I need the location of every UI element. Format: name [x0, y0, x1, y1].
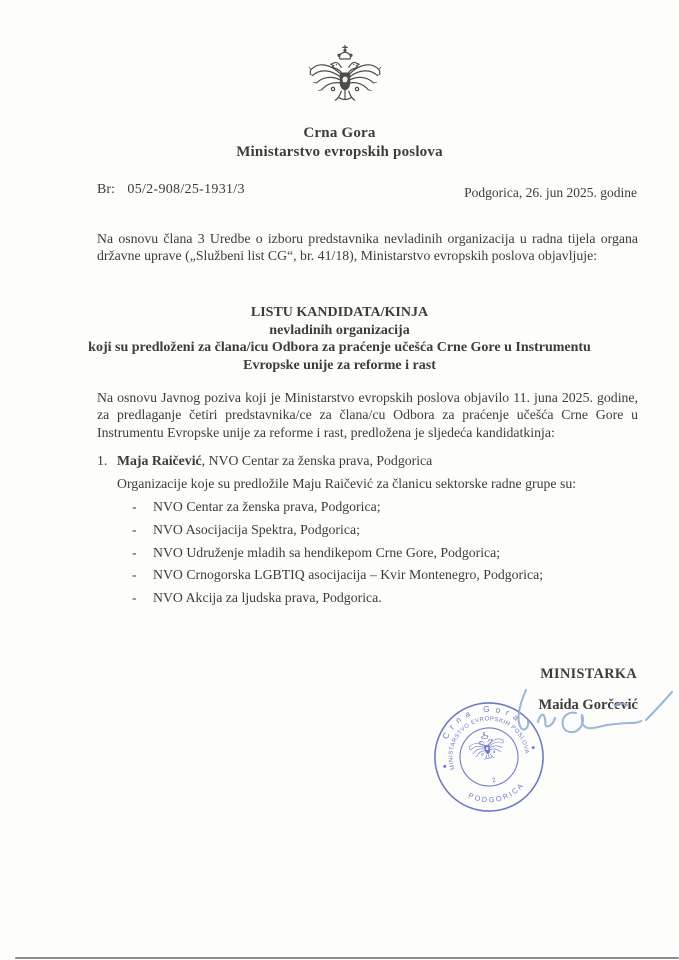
org-name: NVO Udruženje mladih sa hendikepom Crne Gore, Podgorica;	[153, 544, 501, 560]
org-name: NVO Akcija za ljudska prava, Podgorica.	[153, 590, 382, 606]
reference-row	[97, 182, 637, 198]
candidate-entry	[97, 452, 638, 607]
dash-bullet-icon: -	[132, 590, 137, 606]
stamp-number: 2	[491, 776, 497, 785]
dash-bullet-icon: -	[132, 544, 137, 560]
stamp-country-text: Crna Gora	[439, 703, 526, 741]
reference-left	[97, 182, 245, 198]
org-list-item	[132, 544, 638, 561]
candidate-number: 1.	[97, 453, 108, 468]
dash-bullet-icon: -	[132, 521, 137, 537]
org-list-item	[132, 521, 638, 538]
org-name: NVO Asocijacija Spektra, Podgorica;	[153, 521, 360, 537]
page-bottom-edge	[15, 957, 679, 959]
dash-bullet-icon: -	[132, 567, 137, 583]
title-line-3: koji su predloženi za člana/icu Odbora za praćenje učešća Crne Gore u Instrumentu	[88, 340, 591, 356]
signatory-name: Maida Gorčević	[538, 697, 638, 713]
org-name: NVO Crnogorska LGBTIQ asocijacija – Kvir Montenegro, Podgorica;	[153, 567, 544, 583]
body-paragraph: Na osnovu Javnog poziva koji je Ministarstvo evropskih poslova objavilo 11. juna 2025. godine, za predlaganje četiri predstavnika/ce za člana/cu Odbora za praćenje učešća Crne Gore u Instrumentu Evropske unije za reforme i rast, predložena je sljedeća kandidatkinja:	[97, 390, 638, 440]
reference-label: Br:	[97, 182, 115, 197]
dash-bullet-icon: -	[132, 499, 137, 515]
signatory-role: MINISTARKA	[540, 666, 637, 682]
svg-text:PODGORICA	[465, 776, 528, 809]
stamp-city-text: PODGORICA	[466, 780, 527, 805]
organizations-intro: Organizacije koje su predložile Maju Raičević za članicu sektorske radne grupe su:	[117, 476, 577, 492]
title-line-1: LISTU KANDIDATA/KINJA	[250, 305, 429, 320]
title-line-4: Evropske unije za reforme i rast	[243, 357, 436, 373]
org-list-item	[132, 498, 638, 515]
candidate-name: Maja Raičević	[117, 453, 202, 468]
header-ministry: Ministarstvo evropskih poslova	[236, 144, 443, 160]
place-and-date: Podgorica, 26. jun 2025. godine	[464, 185, 637, 200]
reference-number: 05/2-908/25-1931/3	[127, 182, 245, 197]
document-header	[0, 124, 679, 162]
header-country: Crna Gora	[303, 125, 376, 141]
org-list-item	[132, 566, 638, 583]
org-name: NVO Centar za ženska prava, Podgorica;	[153, 499, 381, 515]
coat-of-arms-icon	[305, 44, 385, 122]
intro-paragraph: Na osnovu člana 3 Uredbe o izboru predstavnika nevladinih organizacija u radna tijela organa državne uprave („Službeni list CG“, br. 41/18), Ministarstvo evropskih poslova objavljuje:	[97, 231, 638, 264]
org-list-item	[132, 589, 638, 606]
candidate-affiliation: , NVO Centar za ženska prava, Podgorica	[201, 453, 433, 468]
stamp-ministry-text: MINISTARSTVO EVROPSKIH POSLOVA	[448, 716, 530, 771]
handwritten-signature	[502, 686, 676, 752]
title-line-2: nevladinih organizacija	[269, 322, 410, 338]
document-title	[39, 304, 640, 374]
candidate-name-line	[97, 452, 638, 469]
